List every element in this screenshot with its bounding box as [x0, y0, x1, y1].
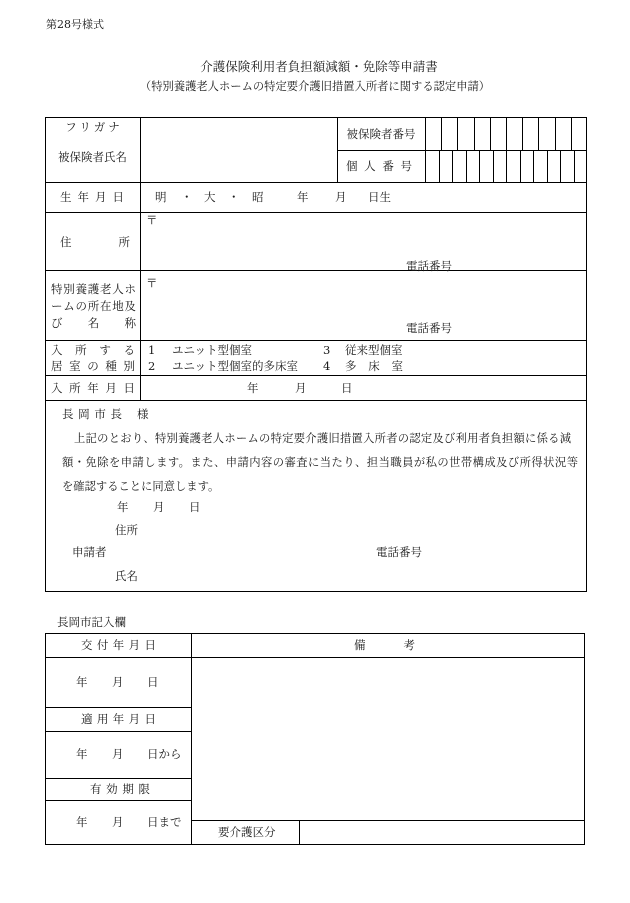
- effective-year-unit: 年: [76, 747, 88, 761]
- rule-line: [45, 375, 587, 376]
- effective-day-unit: 日から: [147, 747, 182, 761]
- application-month-unit: 月: [153, 500, 165, 514]
- personal-number-boxes: [425, 150, 587, 182]
- issue-month-unit: 月: [112, 675, 124, 689]
- digit-box-divider: [560, 150, 561, 182]
- rule-line: [45, 182, 587, 183]
- form-title: 介護保険利用者負担額減額・免除等申請書: [200, 59, 438, 74]
- room-type-label-line-1: 入 所 す る: [51, 343, 135, 357]
- room-option-label: 多 床 室: [345, 359, 403, 373]
- form-number: 第28号様式: [46, 18, 104, 31]
- rule-line: [45, 212, 587, 213]
- insured-number-boxes: [425, 117, 587, 150]
- facility-label-line-3: び 名 称: [51, 316, 136, 330]
- personal-number-label: 個 人 番 号: [346, 159, 412, 173]
- application-day-unit: 日: [189, 500, 201, 514]
- applicant-label: 申請者: [72, 545, 107, 559]
- issue-year-unit: 年: [76, 675, 88, 689]
- admission-date-label: 入 所 年 月 日: [51, 381, 135, 395]
- era-separator: ・: [228, 190, 240, 204]
- birthdate-label: 生 年 月 日: [60, 190, 124, 204]
- validity-month-unit: 月: [112, 815, 124, 829]
- digit-box-divider: [466, 150, 467, 182]
- validity-label: 有 効 期 限: [90, 782, 150, 796]
- digit-box-divider: [522, 117, 523, 150]
- rule-line: [45, 400, 587, 401]
- birth-month-unit: 月: [335, 190, 347, 204]
- address-label: 住 所: [60, 235, 130, 249]
- rule-line: [45, 731, 191, 732]
- insured-number-label: 被保険者番号: [346, 127, 416, 141]
- admission-day-unit: 日: [341, 381, 353, 395]
- era-separator: ・: [181, 190, 193, 204]
- address-phone-label: 電話番号: [406, 259, 452, 273]
- effective-month-unit: 月: [112, 747, 124, 761]
- applicant-address-label: 住所: [115, 523, 138, 537]
- admission-year-unit: 年: [247, 381, 259, 395]
- digit-box-divider: [506, 150, 507, 182]
- declaration-text-line-3: を確認することに同意します。: [62, 480, 220, 493]
- declaration-text-line-1: 上記のとおり、特別養護老人ホームの特定要介護旧措置入所者の認定及び利用者負担額に係る減: [74, 432, 571, 445]
- digit-box-divider: [555, 117, 556, 150]
- room-option-number: 4: [323, 359, 331, 373]
- birth-day-unit: 日生: [368, 190, 391, 204]
- digit-box-divider: [452, 150, 453, 182]
- birth-year-unit: 年: [297, 190, 309, 204]
- validity-year-unit: 年: [76, 815, 88, 829]
- digit-box-divider: [547, 150, 548, 182]
- postal-mark: 〒: [146, 213, 158, 227]
- digit-box-divider: [457, 117, 458, 150]
- digit-box-divider: [533, 150, 534, 182]
- validity-day-unit: 日まで: [147, 815, 182, 829]
- declaration-text-line-2: 額・免除を申請します。また、申請内容の審査に当たり、担当職員が私の世帯構成及び所得状況等: [62, 456, 578, 469]
- rule-line: [45, 800, 191, 801]
- digit-box-divider: [571, 117, 572, 150]
- effective-date-label: 適 用 年 月 日: [81, 712, 156, 726]
- city-use-heading: 長岡市記入欄: [57, 615, 126, 629]
- care-level-field: [300, 821, 584, 844]
- facility-phone-label: 電話番号: [406, 321, 452, 335]
- room-option-number: 1: [148, 343, 156, 357]
- furigana-label: フリガナ: [65, 120, 123, 134]
- remarks-field: [192, 658, 584, 820]
- admission-month-unit: 月: [295, 381, 307, 395]
- addressee: 長 岡 市 長: [62, 407, 122, 421]
- postal-mark: 〒: [146, 276, 158, 290]
- digit-box-divider: [441, 117, 442, 150]
- room-option-label: ユニット型個室: [172, 343, 253, 357]
- applicant-phone-label: 電話番号: [376, 545, 422, 559]
- insured-name-field: [141, 118, 337, 182]
- digit-box-divider: [520, 150, 521, 182]
- application-year-unit: 年: [117, 500, 129, 514]
- issue-day-unit: 日: [147, 675, 159, 689]
- era-taisho: 大: [204, 190, 216, 204]
- digit-box-divider: [493, 150, 494, 182]
- room-type-label-line-2: 居 室 の 種 別: [51, 359, 135, 373]
- digit-box-divider: [439, 150, 440, 182]
- insured-name-label: 被保険者氏名: [58, 150, 127, 164]
- digit-box-divider: [538, 117, 539, 150]
- room-option-label: ユニット型個室的多床室: [172, 359, 299, 373]
- form-subtitle: （特別養護老人ホームの特定要介護旧措置入所者に関する認定申請）: [139, 80, 491, 93]
- facility-label-line-1: 特別養護老人ホ: [51, 282, 136, 296]
- remarks-label: 備 考: [354, 638, 415, 652]
- facility-label-line-2: ームの所在地及: [51, 299, 136, 313]
- digit-box-divider: [506, 117, 507, 150]
- room-option-number: 3: [323, 343, 331, 357]
- era-showa: 昭: [252, 190, 264, 204]
- rule-line: [45, 270, 587, 271]
- room-option-label: 従来型個室: [345, 343, 403, 357]
- digit-box-divider: [574, 150, 575, 182]
- rule-line: [45, 778, 191, 779]
- applicant-name-label: 氏名: [115, 569, 138, 583]
- era-meiji: 明: [155, 190, 167, 204]
- honorific: 様: [137, 407, 149, 421]
- digit-box-divider: [474, 117, 475, 150]
- care-level-label: 要介護区分: [218, 825, 276, 839]
- digit-box-divider: [490, 117, 491, 150]
- rule-line: [45, 707, 191, 708]
- digit-box-divider: [479, 150, 480, 182]
- rule-line: [45, 340, 587, 341]
- room-option-number: 2: [148, 359, 156, 373]
- rule-line: [45, 657, 191, 658]
- issue-date-label: 交 付 年 月 日: [81, 638, 156, 652]
